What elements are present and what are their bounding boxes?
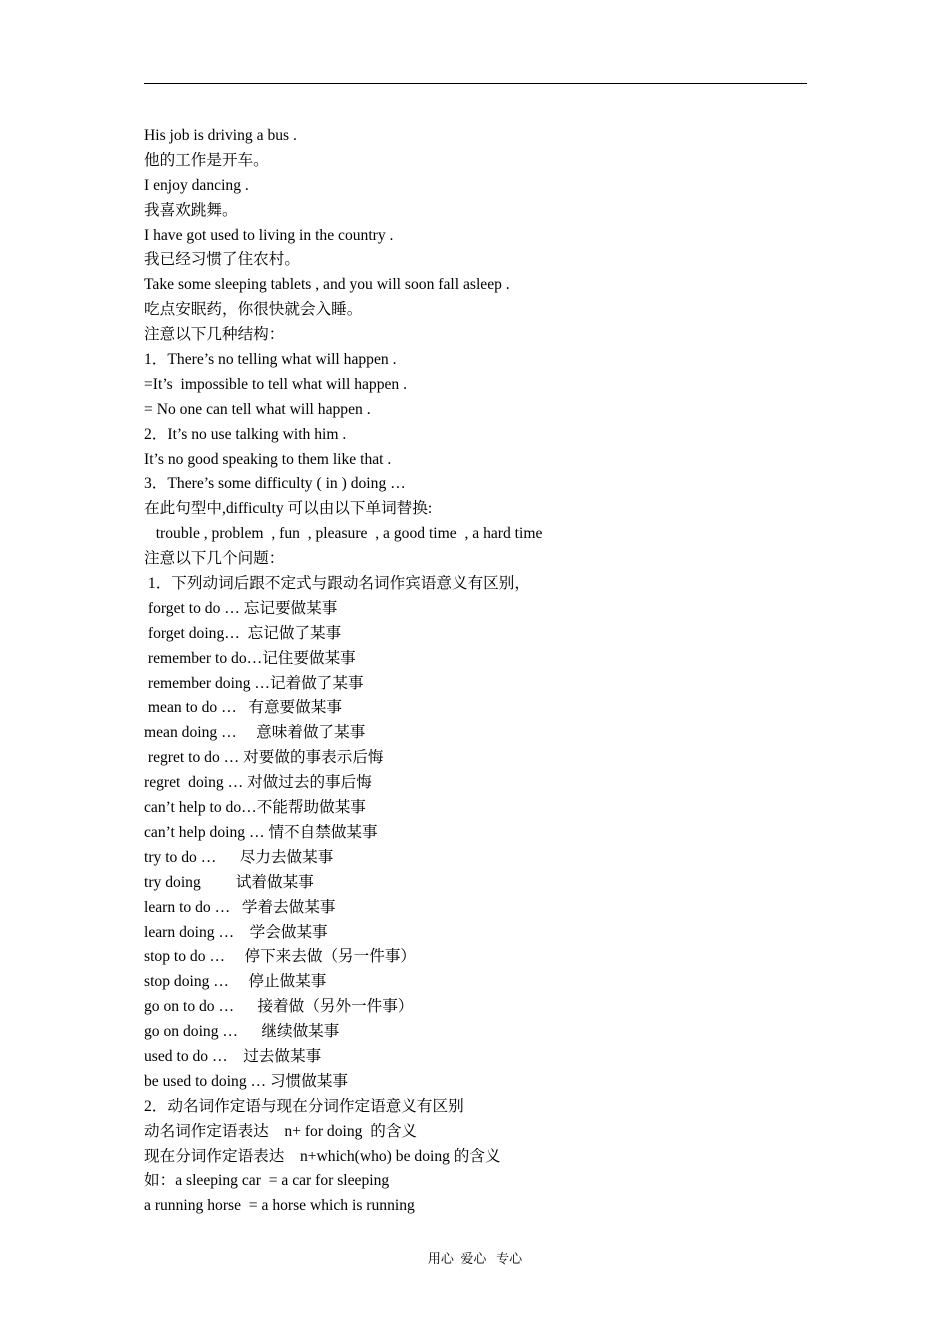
text-line: His job is driving a bus . (144, 127, 297, 144)
text-line: try doing 试着做某事 (144, 873, 314, 891)
text-line: remember doing …记着做了某事 (144, 674, 364, 692)
text-line: learn to do … 学着去做某事 (144, 898, 336, 916)
page-footer: 用心 爱心 专心 (427, 1251, 523, 1266)
document-body (144, 124, 824, 1219)
text-line: =It’s impossible to tell what will happen . (144, 375, 408, 393)
text-line: stop to do … 停下来去做（另一件事） (144, 948, 417, 966)
text-line: go on doing … 继续做某事 (144, 1023, 340, 1041)
text-line: forget to do … 忘记要做某事 (144, 599, 338, 617)
text-line: 我已经习惯了住农村。 (144, 251, 300, 269)
text-line: mean to do … 有意要做某事 (144, 699, 342, 717)
text-line: 2．动名词作定语与现在分词作定语意义有区别 (144, 1097, 464, 1115)
text-line: 现在分词作定语表达 n+which(who) be doing 的含义 (144, 1147, 501, 1165)
text-line: 吃点安眠药，你很快就会入睡。 (144, 301, 363, 319)
text-line: = No one can tell what will happen . (144, 400, 371, 418)
text-line: can’t help doing … 情不自禁做某事 (144, 823, 378, 841)
text-line: Take some sleeping tablets , and you will soon fall asleep . (144, 276, 510, 294)
text-line: 动名词作定语表达 n+ for doing 的含义 (144, 1122, 418, 1140)
text-line: 他的工作是开车。 (144, 151, 269, 169)
text-line: stop doing … 停止做某事 (144, 973, 327, 991)
text-line: remember to do…记住要做某事 (144, 649, 356, 667)
text-line: 如：a sleeping car = a car for sleeping (144, 1172, 390, 1190)
text-line: 我喜欢跳舞。 (144, 201, 238, 219)
text-line: go on to do … 接着做（另外一件事） (144, 998, 414, 1016)
section-heading: 注意以下几种结构： (144, 326, 285, 344)
text-line: can’t help to do…不能帮助做某事 (144, 799, 366, 817)
text-line: I enjoy dancing . (144, 176, 249, 194)
text-line: mean doing … 意味着做了某事 (144, 724, 366, 742)
text-line: a running horse = a horse which is running (144, 1197, 415, 1215)
text-line: I have got used to living in the country . (144, 226, 394, 244)
text-line: 3．There’s some difficulty ( in ) doing … (144, 475, 406, 493)
section-heading: 注意以下几个问题： (144, 550, 285, 568)
text-line: forget doing… 忘记做了某事 (144, 624, 342, 642)
text-line: regret doing … 对做过去的事后悔 (144, 774, 372, 792)
text-line: be used to doing … 习惯做某事 (144, 1072, 349, 1090)
text-line: used to do … 过去做某事 (144, 1047, 322, 1065)
text-line: regret to do … 对要做的事表示后悔 (144, 749, 384, 767)
text-line: 在此句型中,difficulty 可以由以下单词替换: (144, 500, 433, 518)
text-line: 1．下列动词后跟不定式与跟动名词作宾语意义有区别， (144, 575, 530, 593)
text-line: try to do … 尽力去做某事 (144, 848, 334, 866)
text-line: 2．It’s no use talking with him . (144, 425, 347, 443)
text-line: 1．There’s no telling what will happen . (144, 351, 397, 369)
text-line: learn doing … 学会做某事 (144, 923, 328, 941)
text-line: trouble , problem , fun , pleasure , a good time , a hard time (144, 525, 543, 543)
header-rule (144, 83, 807, 84)
text-line: It’s no good speaking to them like that . (144, 450, 392, 468)
